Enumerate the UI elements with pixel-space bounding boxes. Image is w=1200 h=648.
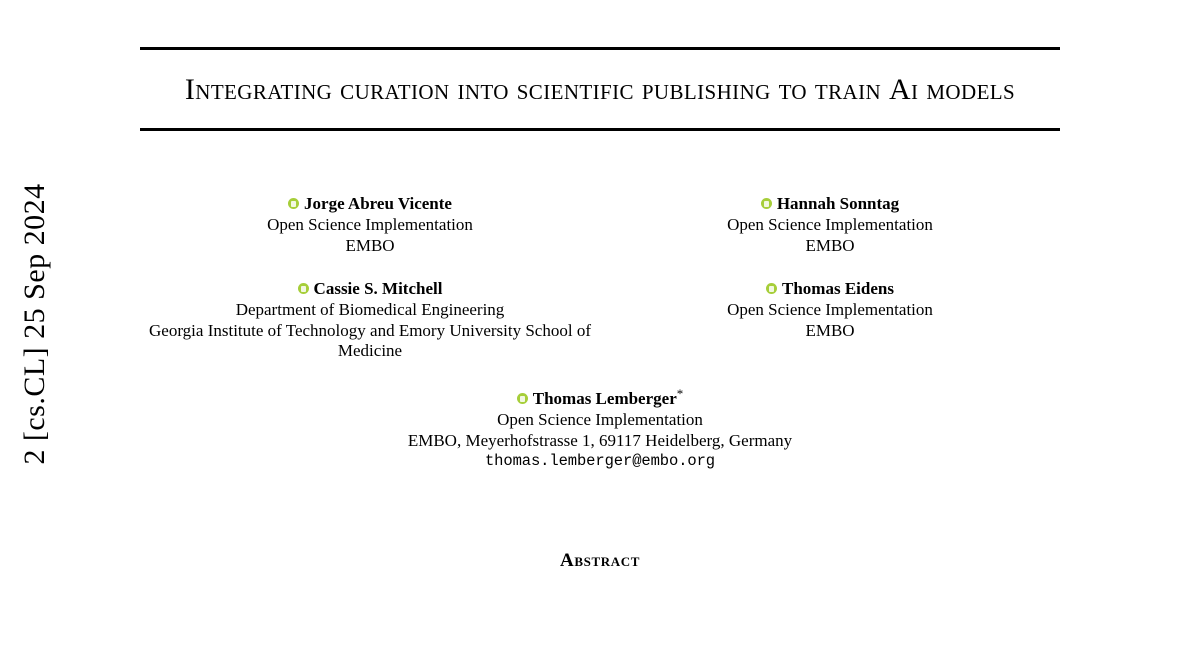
author-affiliation-line: Open Science Implementation (497, 410, 703, 430)
author-affiliation-line: Department of Biomedical Engineering (235, 300, 505, 319)
author-name: Jorge Abreu Vicente (304, 194, 452, 213)
author-block (140, 278, 600, 362)
author-block (600, 193, 1060, 256)
author-affiliation-line: Georgia Institute of Technology and Emory University School of Medicine (149, 320, 591, 360)
author-block (600, 278, 1060, 341)
author-affiliation-line: Open Science Implementation (727, 215, 933, 234)
abstract-heading: Abstract (560, 550, 640, 572)
corresponding-author-marker: * (676, 385, 684, 401)
author-email[interactable]: thomas.lemberger@embo.org (484, 452, 716, 471)
author-name: Thomas Lemberger (532, 389, 677, 409)
author-name: Cassie S. Mitchell (313, 279, 443, 298)
orcid-icon[interactable] (517, 393, 528, 404)
author-name-line (140, 384, 1060, 411)
orcid-icon[interactable] (766, 283, 777, 294)
author-list (140, 193, 1060, 472)
author-name-line (140, 278, 600, 300)
arxiv-margin-stamp (0, 0, 70, 648)
author-name: Thomas Eidens (782, 279, 894, 298)
orcid-icon[interactable] (761, 198, 772, 209)
title-rule-bottom (140, 128, 1060, 131)
page-title: Integrating curation into scientific publishing to train Ai models (184, 73, 1016, 106)
arxiv-stamp-text: 2 [cs.CL] 25 Sep 2024 (18, 183, 51, 465)
orcid-icon[interactable] (298, 283, 309, 294)
paper-page (140, 0, 1060, 648)
author-name-line (140, 193, 600, 215)
orcid-icon[interactable] (288, 198, 299, 209)
author-affiliation-line: EMBO (805, 320, 855, 340)
author-affiliation-line: EMBO (345, 235, 395, 255)
author-name: Hannah Sonntag (776, 194, 900, 213)
author-row (140, 193, 1060, 256)
author-row (140, 278, 1060, 362)
author-affiliation-line: EMBO (805, 235, 855, 255)
author-name-line (600, 193, 1060, 215)
author-affiliation-line: EMBO, Meyerhofstrasse 1, 69117 Heidelberg, Germany (407, 430, 793, 450)
author-block (140, 384, 1060, 473)
author-name-line (600, 278, 1060, 300)
author-affiliation-line: Open Science Implementation (727, 300, 933, 319)
author-row (140, 384, 1060, 473)
author-block (140, 193, 600, 256)
author-affiliation-line: Open Science Implementation (267, 215, 473, 234)
